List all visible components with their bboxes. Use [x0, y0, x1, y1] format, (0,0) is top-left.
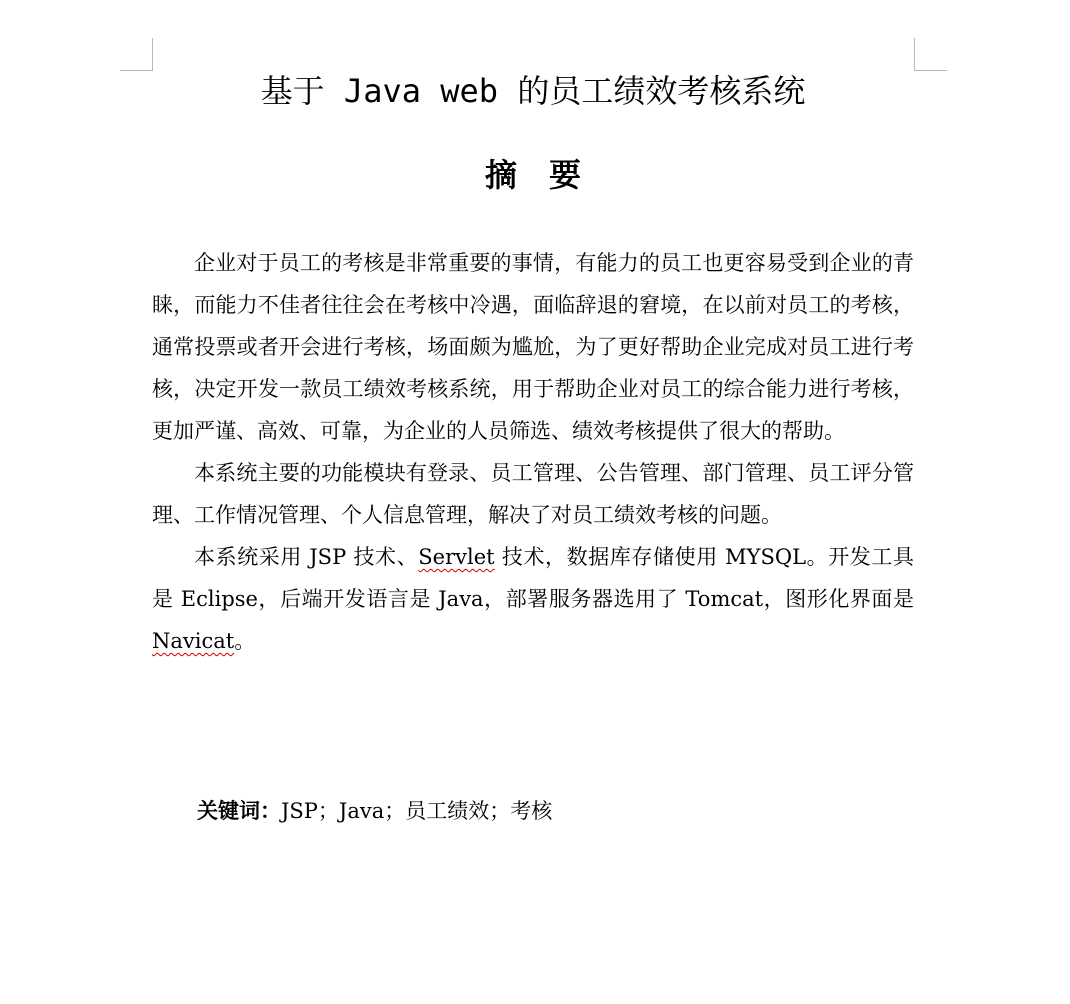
- paragraph-3-segment: 。: [234, 629, 256, 653]
- paragraph-3-segment: 技术，数据库存储使用 MYSQL。开发工具是 Eclipse，后端开发语言是 Java，部署服务器选用了 Tomcat，图形化界面是: [152, 545, 914, 611]
- abstract-paragraph-1: 企业对于员工的考核是非常重要的事情，有能力的员工也更容易受到企业的青睐，而能力不佳者往往会在考核中冷遇，面临辞退的窘境，在以前对员工的考核，通常投票或者开会进行考核，场面颇为尴尬，为了更好帮助企业完成对员工进行考核，决定开发一款员工绩效考核系统，用于帮助企业对员工的综合能力进行考核，更加严谨、高效、可靠，为企业的人员筛选、绩效考核提供了很大的帮助。: [152, 251, 914, 443]
- spellcheck-flagged-word[interactable]: Navicat: [152, 629, 235, 653]
- document-title: 基于 Java web 的员工绩效考核系统: [260, 72, 806, 110]
- abstract-heading: 摘要: [484, 156, 613, 194]
- abstract-paragraph-2: 本系统主要的功能模块有登录、员工管理、公告管理、部门管理、员工评分管理、工作情况管理、个人信息管理，解决了对员工绩效考核的问题。: [152, 461, 914, 527]
- spellcheck-flagged-word[interactable]: Servlet: [418, 545, 495, 569]
- keywords-value: JSP；Java；员工绩效；考核: [281, 799, 553, 823]
- page-corner-mark-top-right: [914, 38, 947, 71]
- keywords-label: 关键词：: [197, 798, 281, 823]
- abstract-paragraph-3: [152, 536, 914, 662]
- page-corner-mark-top-left: [120, 38, 153, 71]
- abstract-body: [152, 242, 914, 662]
- keywords-line: [197, 792, 552, 830]
- paragraph-3-segment: 本系统采用 JSP 技术、: [194, 545, 419, 569]
